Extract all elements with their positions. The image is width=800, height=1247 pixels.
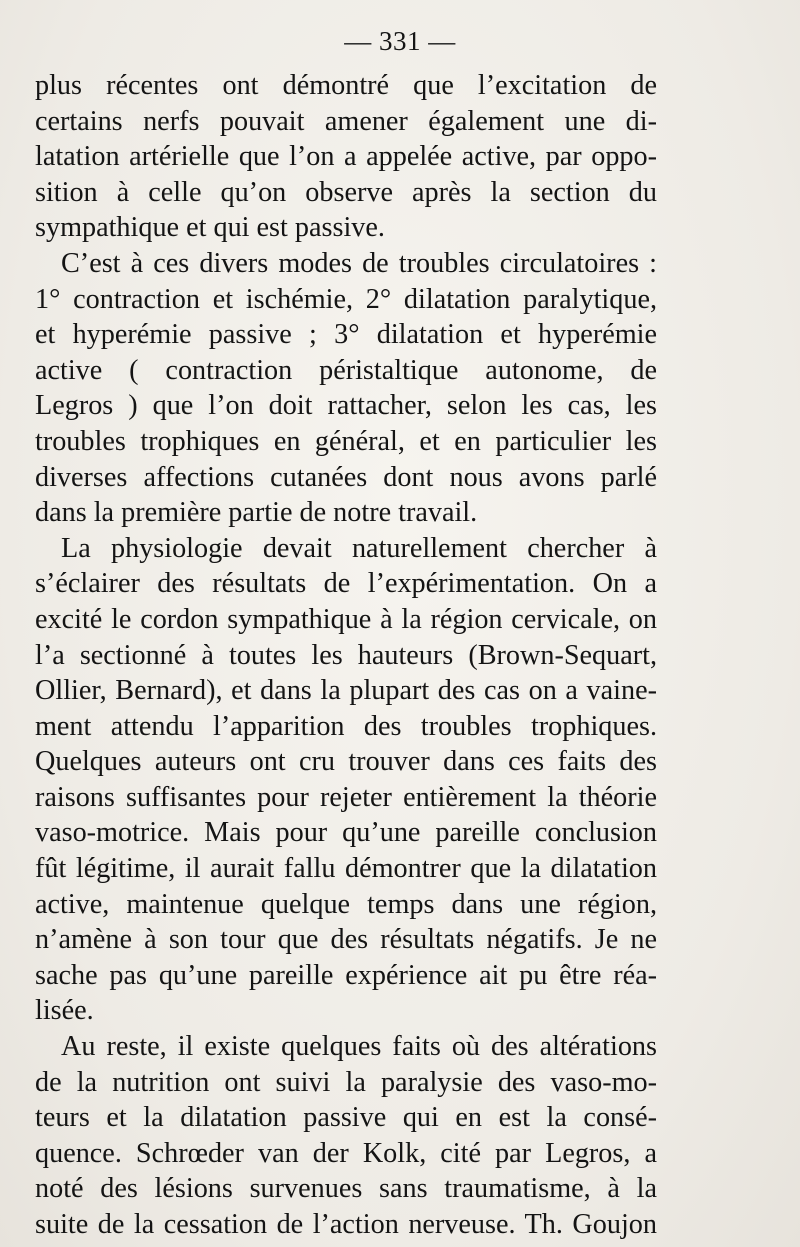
paragraph	[35, 1029, 657, 1243]
text-line: lisée.	[35, 995, 94, 1027]
text-line: active, maintenue quelque temps dans une région,	[35, 888, 657, 920]
text-line: dans la première partie de notre travail.	[35, 497, 478, 529]
text-line: raisons suffisantes pour rejeter entièrement la théorie	[35, 781, 657, 813]
text-line: fût légitime, il aurait fallu démontrer que la dilatation	[35, 853, 657, 885]
text-line: 1° contraction et ischémie, 2° dilatation paralytique,	[35, 283, 657, 315]
text-line: suite de la cessation de l’action nerveuse. Th. Goujon	[35, 1209, 657, 1240]
paragraph	[35, 246, 657, 531]
body-text	[35, 68, 657, 1243]
text-line: s’éclairer des résultats de l’expérimentation. On a	[35, 568, 657, 600]
text-line: vaso-motrice. Mais pour qu’une pareille conclusion	[35, 817, 657, 849]
text-line: La physiologie devait naturellement chercher à	[61, 532, 657, 564]
text-line: C’est à ces divers modes de troubles circulatoires :	[61, 247, 657, 279]
text-line: quence. Schrœder van der Kolk, cité par Legros, a	[35, 1137, 657, 1169]
text-line: teurs et la dilatation passive qui en est la consé-	[35, 1102, 657, 1134]
text-line: certains nerfs pouvait amener également une di-	[35, 105, 657, 137]
paragraph	[35, 68, 657, 246]
text-line: Legros ) que l’on doit rattacher, selon les cas, les	[35, 390, 657, 422]
text-line: active ( contraction péristaltique autonome, de	[35, 354, 657, 386]
text-line: plus récentes ont démontré que l’excitation de	[35, 70, 657, 101]
text-line: et hyperémie passive ; 3° dilatation et hyperémie	[35, 319, 657, 351]
text-line: Au reste, il existe quelques faits où des altérations	[61, 1031, 657, 1063]
text-line: n’amène à son tour que des résultats négatifs. Je ne	[35, 924, 657, 956]
text-line: troubles trophiques en général, et en particulier les	[35, 425, 657, 457]
text-line: de la nutrition ont suivi la paralysie des vaso-mo-	[35, 1066, 657, 1098]
text-line: sympathique et qui est passive.	[35, 212, 385, 244]
text-line: noté des lésions survenues sans traumatisme, à la	[35, 1173, 657, 1205]
text-line: excité le cordon sympathique à la région cervicale, on	[35, 603, 657, 635]
text-line: Quelques auteurs ont cru trouver dans ces faits des	[35, 746, 657, 778]
text-line: Ollier, Bernard), et dans la plupart des cas on a vaine-	[35, 675, 657, 707]
page-number: — 331 —	[344, 26, 456, 56]
text-line: ment attendu l’apparition des troubles trophiques.	[35, 710, 657, 742]
text-line: sition à celle qu’on observe après la section du	[35, 176, 657, 208]
text-line: latation artérielle que l’on a appelée active, par oppo-	[35, 141, 657, 173]
text-line: l’a sectionné à toutes les hauteurs (Brown-Sequart,	[35, 639, 657, 671]
text-line: sache pas qu’une pareille expérience ait pu être réa-	[35, 959, 657, 991]
paragraph	[35, 531, 657, 1029]
text-line: diverses affections cutanées dont nous avons parlé	[35, 461, 657, 493]
